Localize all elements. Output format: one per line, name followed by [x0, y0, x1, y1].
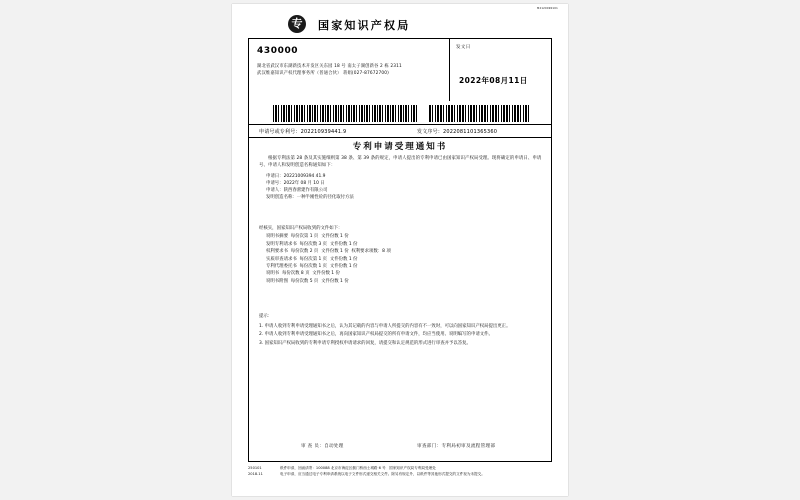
examiner-label: 审 查 员：	[301, 444, 325, 449]
application-number-field	[259, 128, 346, 135]
field-application-number: 申请号：2022年 08 月 10 日	[266, 181, 325, 186]
dispatch-date-value: 2022年08月11日	[459, 76, 528, 85]
document-header	[232, 14, 568, 36]
list-item: 发明专利请求书 每份次数 3 页 文件份数 1 份	[266, 241, 358, 247]
address-line-2: 武汉维嘉知识产权代理事务所（普通合伙） 蒋娟(027-87672700)	[257, 71, 389, 76]
address-line-1: 湖北省武汉市东湖新技术开发区关东园 18 号 南太子湖创新谷 2 栋 2311	[257, 64, 402, 69]
list-item: 说明书附图 每份次数 5 页 文件份数 1 份	[266, 278, 349, 284]
footer-code-1: 250101	[248, 466, 262, 470]
application-number-value: 202210939441.9	[300, 129, 347, 135]
footer-code-2: 2018.11	[248, 471, 263, 476]
list-item: 权利要求书 每份次数 2 页 文件份数 1 份 权利要求项数：8 项	[266, 249, 391, 255]
note-item: 3. 国家知识产权局收到的专利申请专利授权申请请求的回复，请提交和认定规范的形式进行审查并予以答复。	[259, 340, 471, 346]
dispatch-date-label: 发文日	[456, 45, 471, 50]
list-item: 实质审查请求书 每份次第 1 页 文件份数 1 份	[266, 256, 358, 262]
notes-section	[259, 313, 543, 348]
note-item: 2. 申请人收到专利申请受理通知书之后，再向国家知识产权局提交的所有申请文件，均应当使用、说明编写的申请文件。	[259, 332, 493, 338]
notice-body-box	[248, 38, 552, 462]
note-item: 1. 申请人收到专利申请受理通知书之后，认为其记载的内容与申请人所提交的内容有不一致时，可以向国家知识产权局提出更正。	[259, 323, 511, 329]
notes-title: 提示：	[259, 314, 273, 319]
numbers-row	[249, 125, 551, 138]
footer-block	[248, 466, 552, 477]
page-title: 国家知识产权局	[318, 19, 411, 32]
application-number-label: 申请号或专利号：	[259, 129, 301, 135]
list-item: 专利代理委托书 每份次数 1 页 文件份数 1 份	[266, 264, 358, 270]
examiner-value: 自动处理	[324, 444, 344, 449]
dispatch-date-block	[450, 39, 551, 101]
cnipa-logo-icon: 专	[288, 15, 306, 33]
notice-paragraph: 根据专利法第 28 条及其实施细则第 38 条、第 39 条的规定，申请人提出的专利申请已由国家知识产权局受理。现将确定的申请日、申请号、申请人和发明创造名称通知如下：	[259, 156, 542, 169]
dispatch-number-value: 2022081101365360	[443, 129, 498, 135]
postal-code: 430000	[257, 46, 299, 56]
footer-text-2: 电子申请，应当通过电子专利申请系统以电子文件形式递交相关文件。除另有规定外，以纸件等其他形式提交的文件视为未提交。	[280, 471, 485, 476]
department-value: 专利局初审及流程管理部	[441, 444, 496, 449]
barcode-application	[273, 105, 417, 122]
dispatch-number-field	[417, 128, 497, 135]
received-documents-section	[259, 225, 543, 285]
list-item: 说明书摘要 每份次第 1 页 文件份数 1 份	[266, 234, 349, 240]
address-block	[249, 39, 450, 101]
examiner-field	[301, 443, 344, 449]
notice-paragraph-block	[259, 155, 543, 169]
department-field	[417, 443, 495, 449]
top-reference-code: M2120090101	[537, 7, 558, 10]
barcode-row	[249, 101, 551, 125]
received-documents-list	[259, 233, 543, 285]
notice-sheet	[232, 4, 568, 496]
footer-text-1: 纸件申请，回函请寄：100088 北京市海淀区蓟门桥西土城路 6 号 国家知识产权局专利局受理处	[280, 466, 436, 470]
field-applicant: 申请人：陕西春蕾建作有限公司	[266, 188, 328, 193]
field-invention-title: 发明创造名称：一种半刚性砼的径化取付方法	[266, 195, 354, 200]
field-filing-date: 申请日：20221009394 41.9	[266, 174, 326, 179]
barcode-dispatch	[429, 105, 529, 122]
received-documents-title: 经核实，国家知识产权局收到的文件如下：	[259, 226, 343, 231]
notice-title: 专利申请受理通知书	[352, 142, 448, 152]
department-label: 审查部门：	[417, 444, 442, 449]
dispatch-number-label: 发文序号：	[417, 129, 444, 135]
list-item: 说明书 每份次数 8 页 文件份数 1 份	[266, 271, 340, 277]
footer-line-2	[248, 472, 552, 478]
